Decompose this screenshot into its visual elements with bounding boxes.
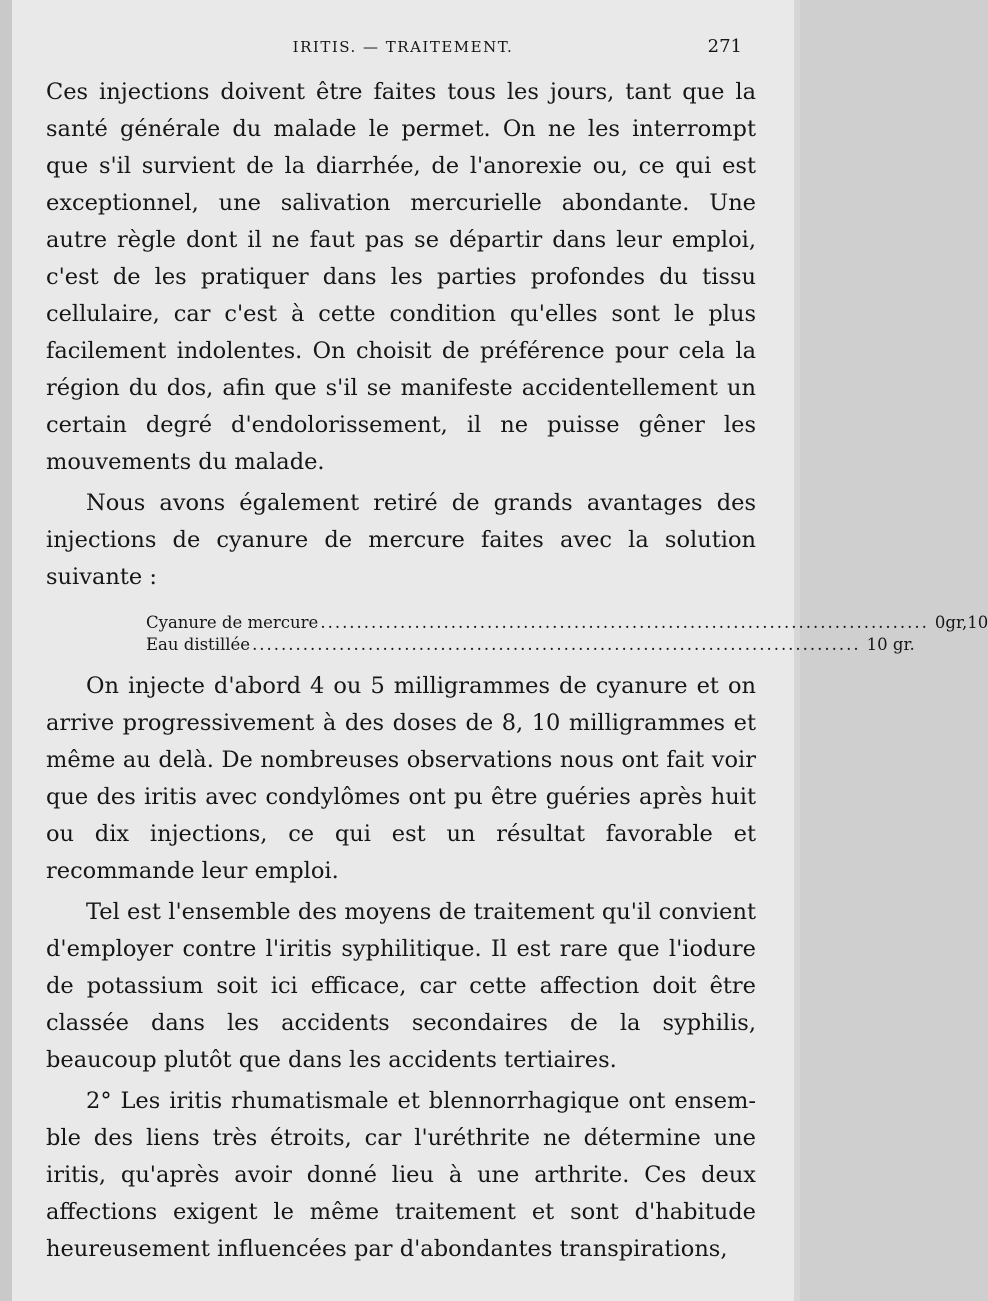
paragraph-cyanure: Nous avons également retiré de grands avantages des injections de cyanure de mercure faites avec la solution suivante :: [46, 490, 756, 590]
dot-leader: ....................................................................................: [320, 613, 929, 632]
formula-quantity: 10 gr.: [866, 635, 915, 654]
running-head: IRITIS. — TRAITEMENT.: [292, 38, 514, 56]
formula-row: [146, 634, 915, 656]
formula-row: [146, 612, 988, 634]
paragraph-iritis-rhumatismale: 2° Les iritis rhumatismale et blennorrhagique ont ensemble des liens très étroits, car l'uréthrite ne détermine une iritis, qu'après avoir donné lieu à une arthrite. Ces deux affections exigent le même traitement et sont d'habitude heureusement influencées par d'abondantes transpirations,: [46, 1088, 756, 1262]
paragraph-dosage: On injecte d'abord 4 ou 5 milligrammes de cyanure et on arrive progressivement à des doses de 8, 10 milligrammes et même au delà. De nombreuses observations nous ont fait voir que des iritis avec condylômes ont pu être guéries après huit ou dix injections, ce qui est un résultat favorable et recommande leur emploi.: [46, 673, 756, 884]
paragraph-iritis-syphilitique: Tel est l'ensemble des moyens de traitement qu'il convient d'employer contre l'iritis syphilitique. Il est rare que l'iodure de potassium soit ici efficace, car cette affection doit être classée dans les accidents secondaires de la syphilis, beaucoup plutôt que dans les accidents tertiaires.: [46, 899, 756, 1073]
formula-ingredient: Eau distillée: [146, 635, 251, 654]
prescription-formula: [146, 612, 988, 656]
formula-ingredient: Cyanure de mercure: [146, 613, 319, 632]
page-number: 271: [707, 36, 742, 57]
dot-leader: ....................................................................................: [252, 635, 861, 654]
paragraph-injections: Ces injections doivent être faites tous les jours, tant que la santé générale du malade le permet. On ne les interrompt que s'il survient de la diarrhée, de l'anorexie ou, ce qui est exceptionnel, une salivation mercurielle abondante. Une autre règle dont il ne faut pas se départir dans leur emploi, c'est de les pratiquer dans les parties profondes du tissu cellulaire, car c'est à cette condition qu'elles sont le plus facilement indolentes. On choisit de préférence pour cela la région du dos, afin que s'il se manifeste accidentellement un certain degré d'endolorissement, il ne puisse gêner les mouvements du malade.: [46, 79, 756, 475]
page-body: [46, 74, 988, 1268]
formula-quantity: 0gr,10: [934, 613, 988, 632]
page-header: [12, 36, 794, 60]
